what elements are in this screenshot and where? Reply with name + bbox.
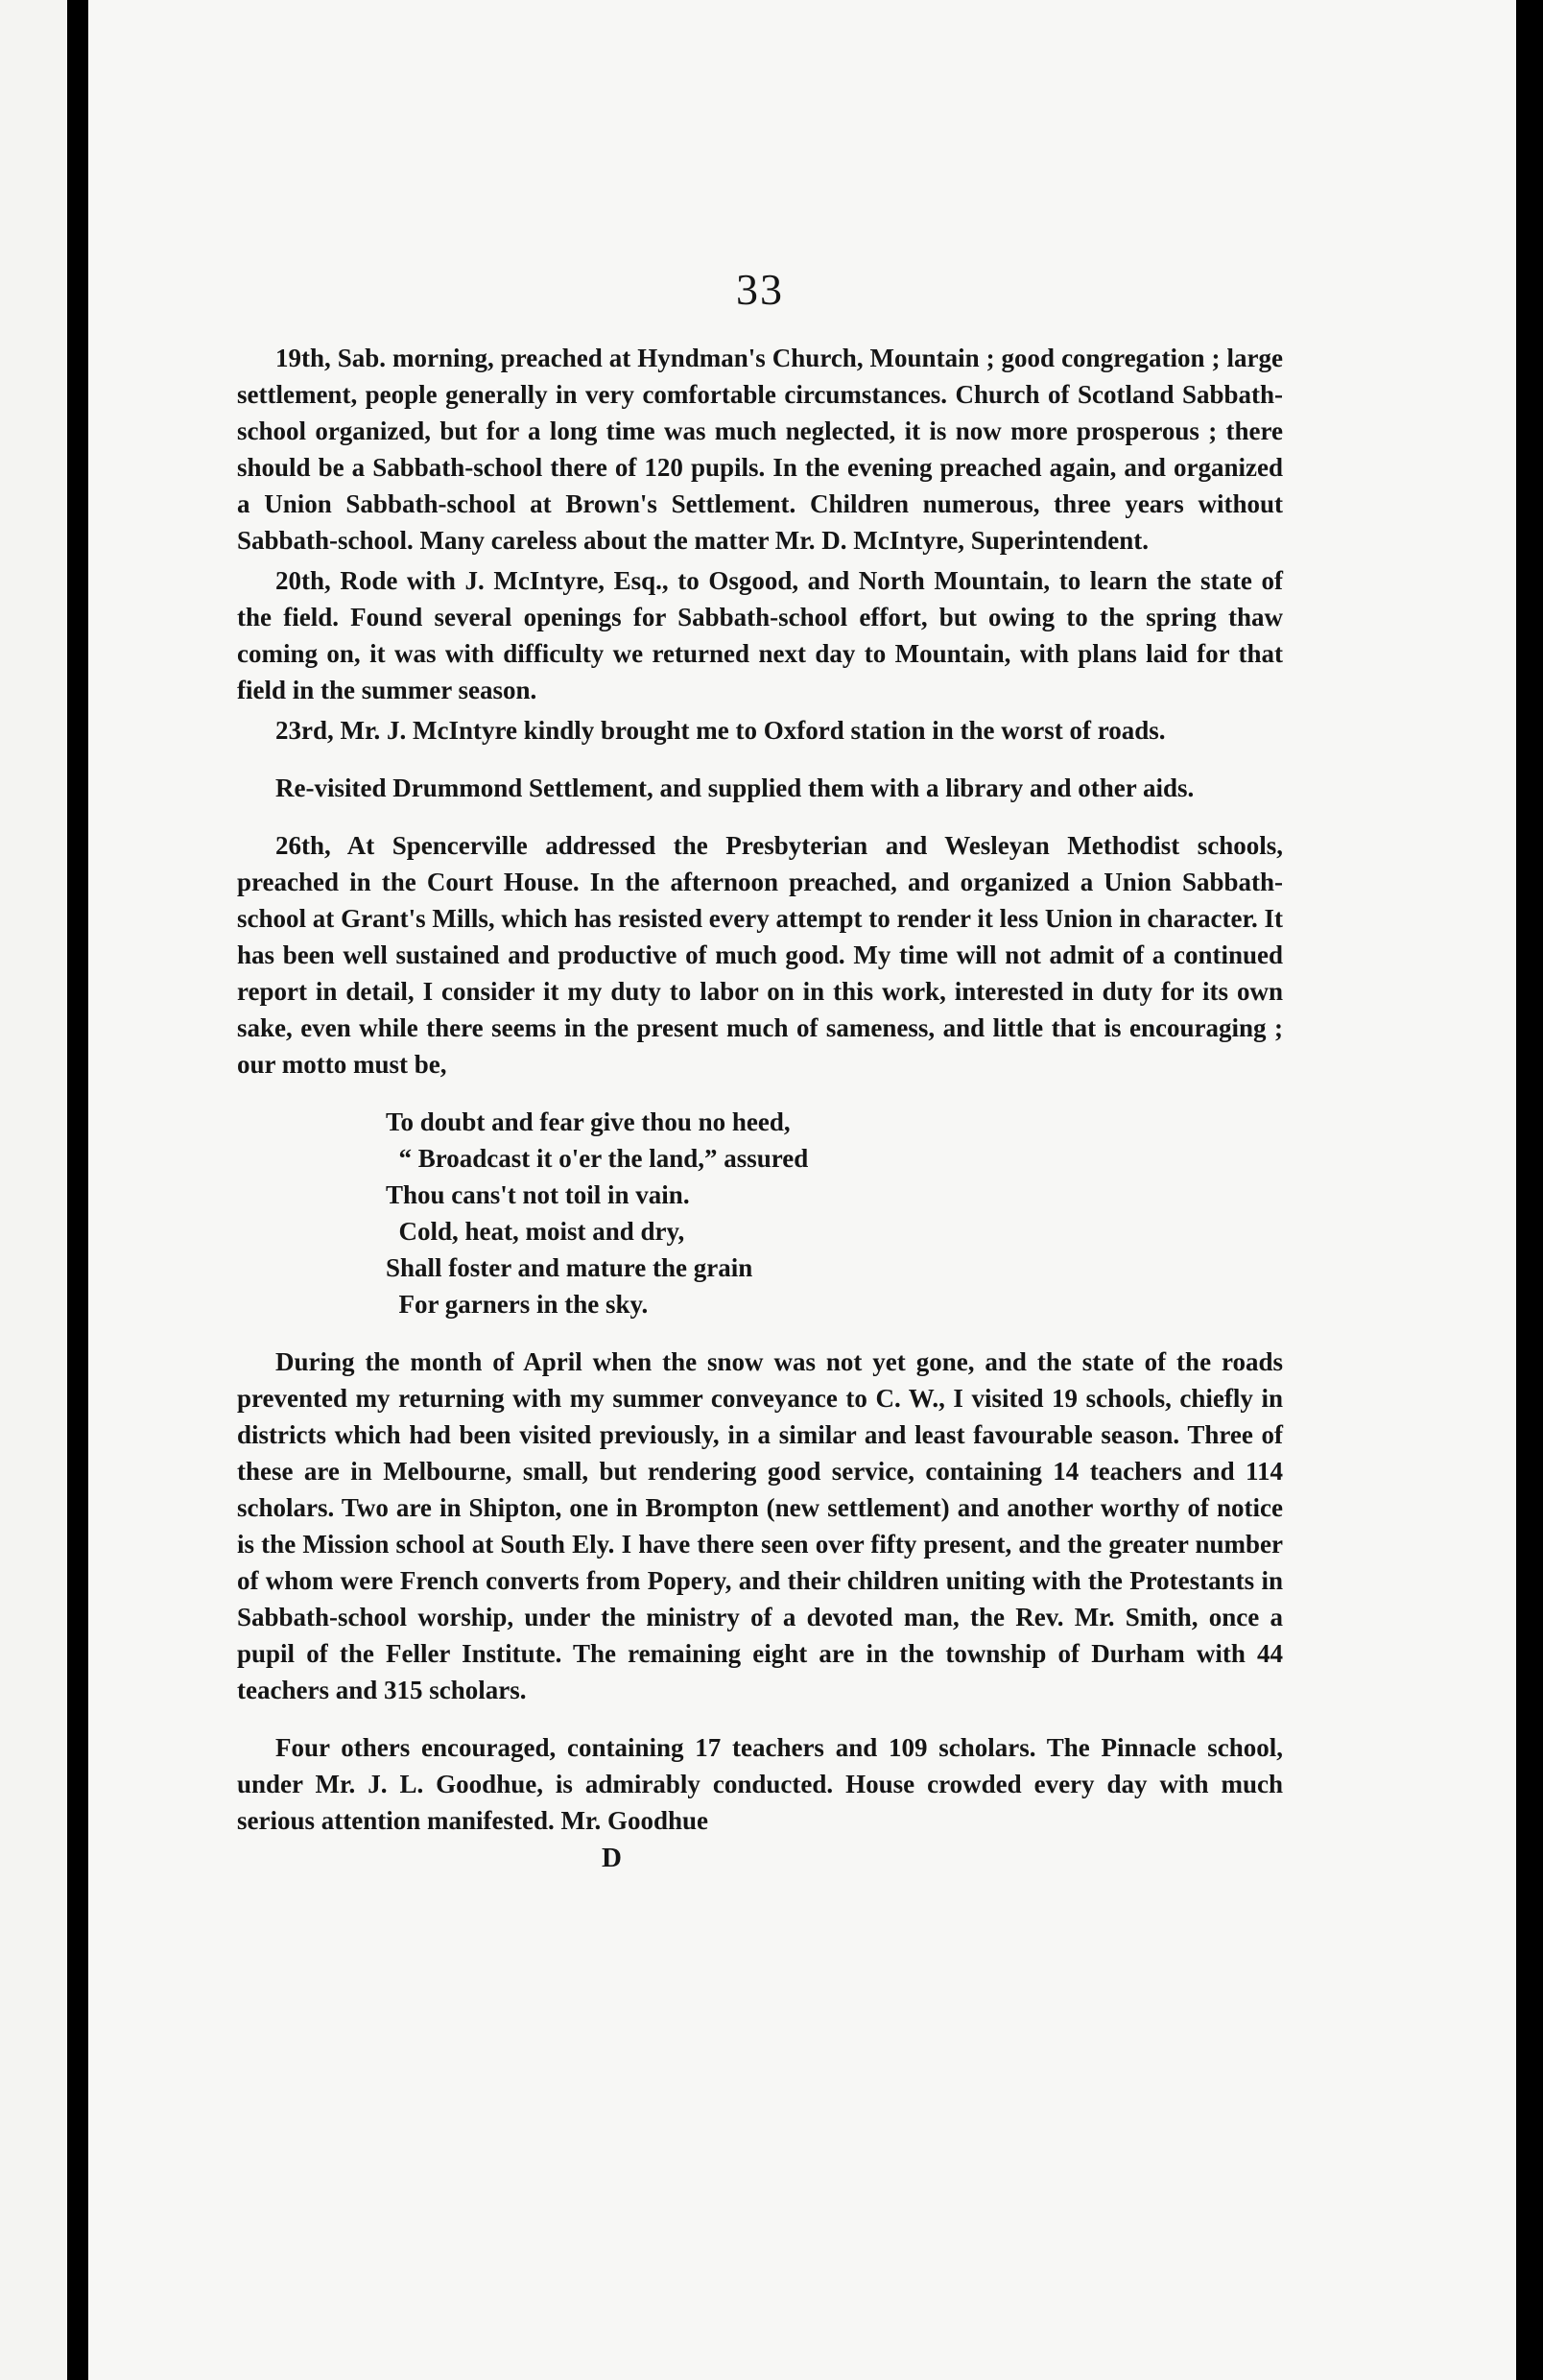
paragraph-19th: 19th, Sab. morning, preached at Hyndman's Church, Mountain ; good congregation ; large settlement, people generally in very comfortable circumstances. Church of Scotland Sabbath-school organized, but for a long time was much neglected, it is now more prosperous ; there should be a Sabbath-school there of 120 pupils. In the evening preached again, and organized a Union Sabbath-school at Brown's Settlement. Children numerous, three years without Sabbath-school. Many careless about the matter Mr. D. McIntyre, Superintendent. — [237, 344, 1283, 555]
right-edge-shadow — [1516, 0, 1543, 2380]
poem — [386, 1104, 1283, 1322]
paragraph-revisited: Re-visited Drummond Settlement, and supplied them with a library and other aids. — [275, 774, 1195, 802]
poem-line: Shall foster and mature the grain — [386, 1253, 753, 1282]
poem-line: For garners in the sky. — [386, 1290, 649, 1319]
poem-line: Cold, heat, moist and dry, — [386, 1217, 685, 1246]
left-page-edge — [0, 0, 67, 2380]
book-page — [88, 0, 1516, 2380]
page-content — [237, 264, 1283, 1874]
poem-line: “ Broadcast it o'er the land,” assured — [386, 1144, 809, 1173]
paragraph-20th: 20th, Rode with J. McIntyre, Esq., to Osgood, and North Mountain, to learn the state of the field. Found several openings for Sabbath-school effort, but owing to the spring thaw coming on, it was with difficulty we returned next day to Mountain, with plans laid for that field in the summer season. — [237, 566, 1283, 704]
paragraph-23rd: 23rd, Mr. J. McIntyre kindly brought me to Oxford station in the worst of roads. — [275, 716, 1166, 745]
poem-line: Thou cans't not toil in vain. — [386, 1180, 690, 1209]
signature-mark: D — [602, 1843, 622, 1873]
paragraph-april: During the month of April when the snow was not yet gone, and the state of the roads prevented my returning with my summer conveyance to C. W., I visited 19 schools, chiefly in districts which had been visited previously, in a similar and least favourable season. Three of these are in Melbourne, small, but rendering good service, containing 14 teachers and 114 scholars. Two are in Shipton, one in Brompton (new settlement) and another worthy of notice is the Mission school at South Ely. I have there seen over fifty present, and the greater number of whom were French converts from Popery, and their children uniting with the Protestants in Sabbath-school worship, under the ministry of a devoted man, the Rev. Mr. Smith, once a pupil of the Feller Institute. The remaining eight are in the township of Durham with 44 teachers and 315 scholars. — [237, 1347, 1283, 1704]
page-number: 33 — [736, 265, 784, 314]
poem-line: To doubt and fear give thou no heed, — [386, 1107, 791, 1136]
paragraph-four-others: Four others encouraged, containing 17 teachers and 109 scholars. The Pinnacle school, under Mr. J. L. Goodhue, is admirably conducted. House crowded every day with much serious attention manifested. Mr. Goodhue — [237, 1733, 1283, 1835]
paragraph-26th: 26th, At Spencerville addressed the Presbyterian and Wesleyan Methodist schools, preached in the Court House. In the afternoon preached, and organized a Union Sabbath-school at Grant's Mills, which has resisted every attempt to render it less Union in character. It has been well sustained and productive of much good. My time will not admit of a continued report in detail, I consider it my duty to labor on in this work, interested in duty for its own sake, even while there seems in the present much of sameness, and little that is encouraging ; our motto must be, — [237, 831, 1283, 1079]
